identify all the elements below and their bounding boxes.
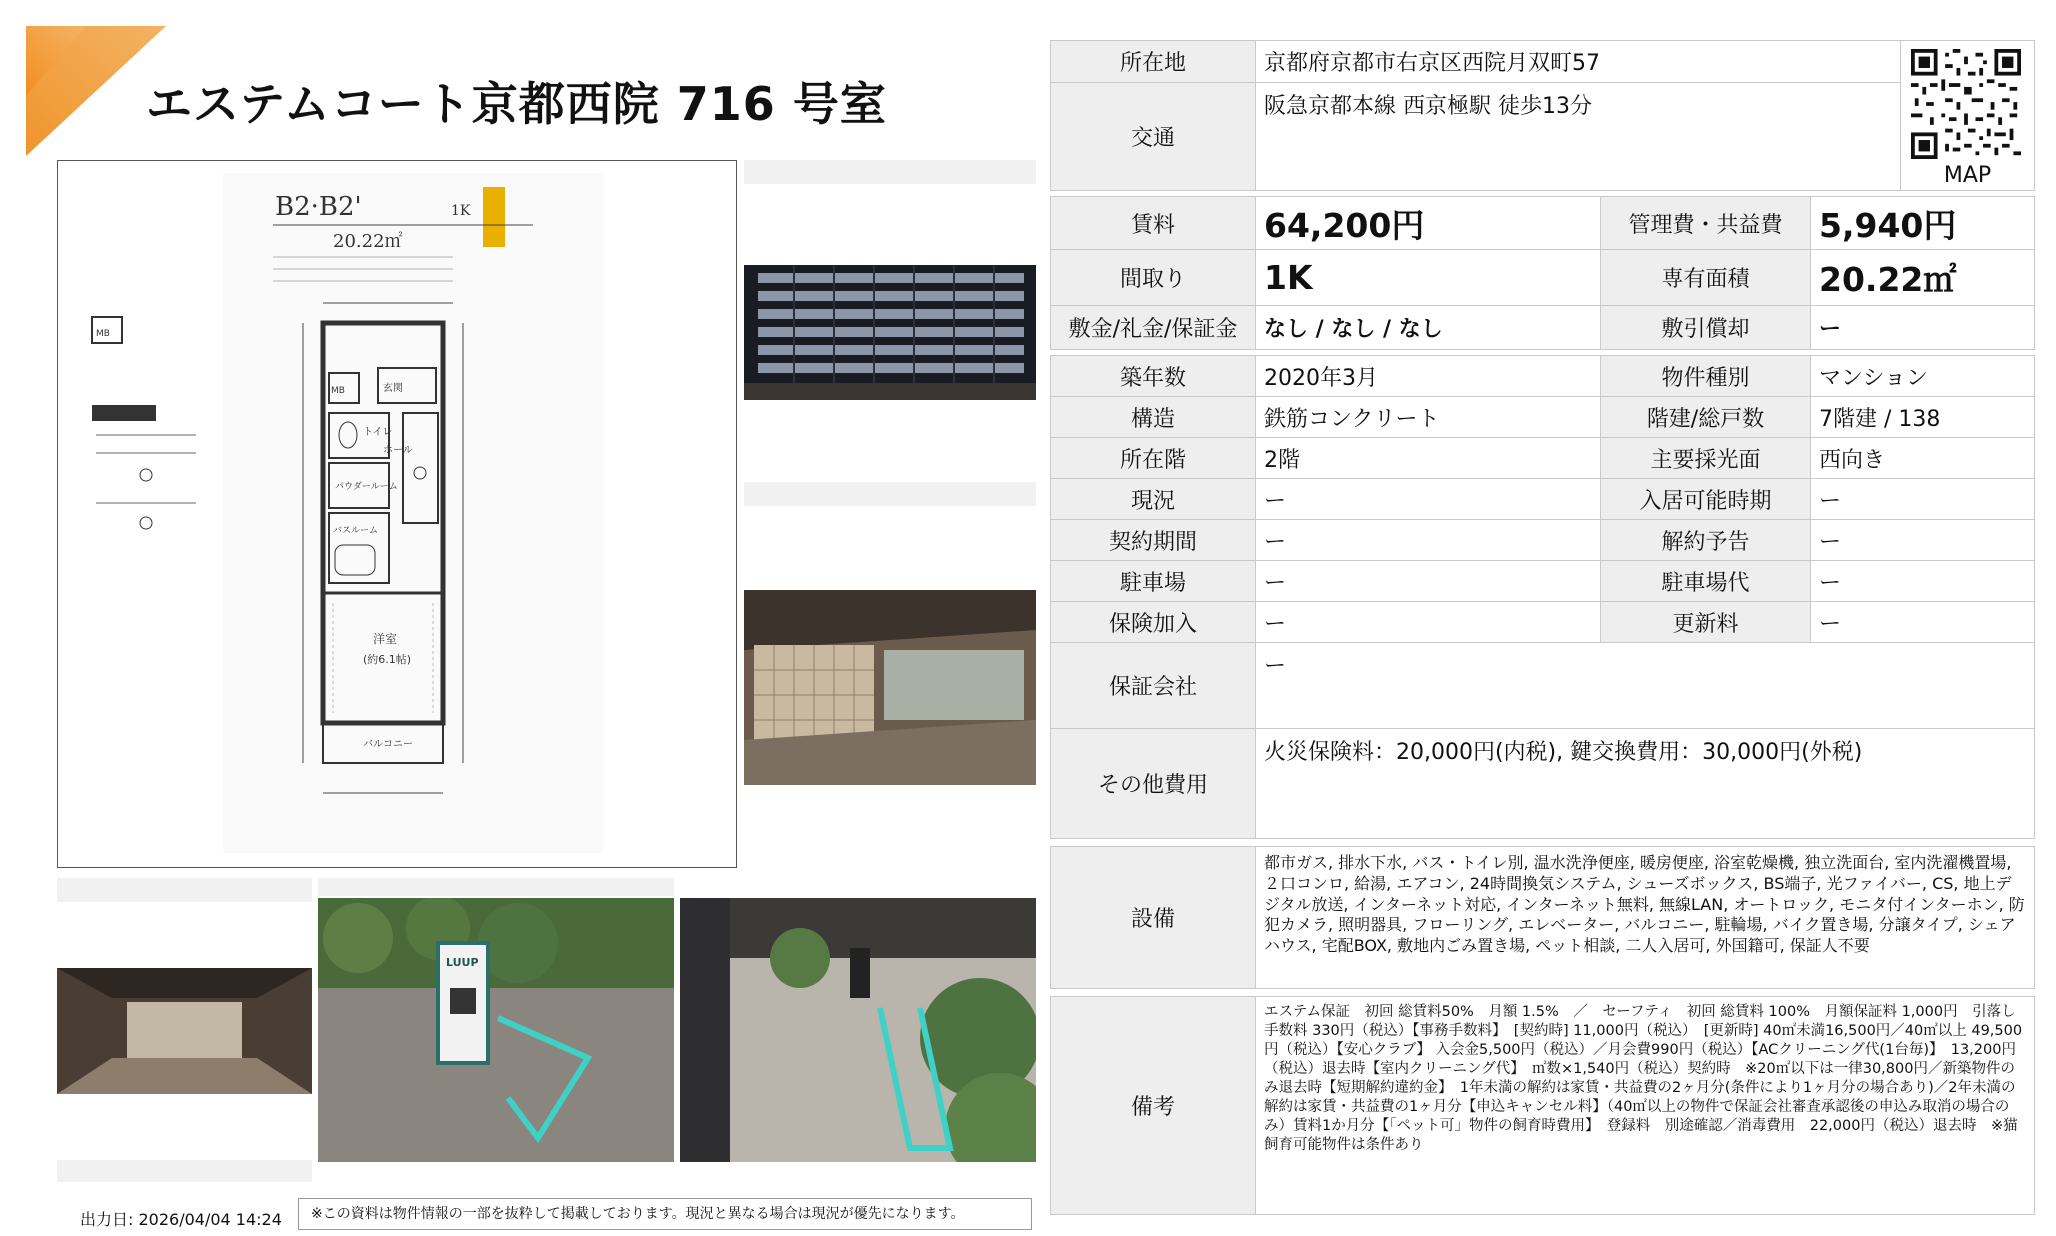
status-value: ー [1256,479,1601,520]
fp-layout-label: 1K [451,203,471,219]
contract-value: ー [1256,520,1601,561]
svg-text:パウダールーム: パウダールーム [335,482,398,492]
map-label[interactable]: MAP [1943,163,1992,188]
fp-area-label: 20.22㎡ [333,231,403,252]
parking-label: 駐車場 [1051,561,1256,602]
svg-text:(約6.1帖): (約6.1帖) [363,653,412,666]
deduction-value: ー [1811,306,2035,350]
movein-label: 入居可能時期 [1601,479,1811,520]
svg-text:洋室: 洋室 [373,632,398,646]
layout-label: 間取り [1051,250,1256,306]
corner-accent-shape [26,26,166,156]
photo-placeholder-strip [744,160,1036,184]
area-value: 20.22㎡ [1811,250,2035,306]
svg-text:MB: MB [96,329,110,339]
rent-label: 賃料 [1051,197,1256,250]
output-date: 出力日: 2026/04/04 14:24 [80,1210,282,1229]
equipment-value: 都市ガス, 排水下水, バス・トイレ別, 温水洗浄便座, 暖房便座, 浴室乾燥機, 独立洗面台, 室内洗濯機置場, ２口コンロ, 給湯, エアコン, 24時間換気システム, シューズボックス, BS端子, 光ファイバー, CS, 地上デジタル放送, インターネット対応, インターネット無料, 無線LAN, オートロック, モニタ付インターホン, 防犯カメラ, 照明器具, フローリング, エレベーター, バルコニー, 駐輪場, バイク置き場, 分譲タイプ, シェアハウス, 宅配BOX, 敷地内ごみ置き場, ペット相談, 二人入居可, 外国籍可, 保証人不要 [1256,847,2035,989]
parking-value: ー [1256,561,1601,602]
cancel-value: ー [1811,520,2035,561]
deposit-value: なし / なし / なし [1256,306,1601,350]
photo-placeholder-strip-4 [57,1160,312,1182]
building-exterior-photo [744,265,1036,400]
light-label: 主要採光面 [1601,438,1811,479]
entrance-lobby-photo [744,590,1036,785]
floors-value: 7階建 / 138 [1811,397,2035,438]
floor-plan-drawing [223,173,603,853]
structure-value: 鉄筋コンクリート [1256,397,1601,438]
parkfee-label: 駐車場代 [1601,561,1811,602]
photo-placeholder-strip-5 [318,878,674,896]
svg-text:バルコニー: バルコニー [363,739,413,750]
fp-type-label: B2·B2' [275,192,362,222]
other-value: 火災保険料：20,000円(内税), 鍵交換費用：30,000円(外税) [1256,729,2035,839]
transport-value: 阪急京都本線 西京極駅 徒歩13分 [1256,83,1901,191]
disclaimer-note: ※この資料は物件情報の一部を抜粋して掲載しております。現況と異なる場合は現況が優先になります。 [298,1198,1032,1230]
built-label: 築年数 [1051,356,1256,397]
built-value: 2020年3月 [1256,356,1601,397]
qr-code-icon[interactable] [1911,49,2021,159]
svg-text:バスルーム: バスルーム [333,526,379,536]
parking-space-photo [680,898,1036,1162]
guarantor-label: 保証会社 [1051,643,1256,729]
equipment-label: 設備 [1051,847,1256,989]
structure-label: 構造 [1051,397,1256,438]
guarantor-value: ー [1256,643,2035,729]
deduction-label: 敷引償却 [1601,306,1811,350]
location-value: 京都府京都市右京区西院月双町57 [1256,41,1901,83]
property-info-table [1050,40,2035,1215]
floor-label: 所在階 [1051,438,1256,479]
svg-text:玄関: 玄関 [383,383,403,394]
floor-value: 2階 [1256,438,1601,479]
photo-placeholder-strip-3 [57,878,312,902]
luup-sign-text: LUUP [446,956,479,969]
movein-value: ー [1811,479,2035,520]
remarks-label: 備考 [1051,997,1256,1215]
kind-value: マンション [1811,356,2035,397]
renewal-value: ー [1811,602,2035,643]
fee-value: 5,940円 [1811,197,2035,250]
svg-text:トイレ: トイレ [363,427,393,438]
qr-map-cell[interactable] [1901,41,2035,191]
fp-legend-svg [86,309,216,549]
floor-plan-svg [223,173,603,853]
layout-value: 1K [1256,250,1601,306]
svg-text:MB: MB [331,386,345,396]
bike-parking-photo [318,898,674,1162]
property-title: エステムコート京都西院 716 号室 [146,77,887,131]
transport-label: 交通 [1051,83,1256,191]
rent-value: 64,200円 [1256,197,1601,250]
light-value: 西向き [1811,438,2035,479]
cancel-label: 解約予告 [1601,520,1811,561]
area-label: 専有面積 [1601,250,1811,306]
status-label: 現況 [1051,479,1256,520]
fee-label: 管理費・共益費 [1601,197,1811,250]
parkfee-value: ー [1811,561,2035,602]
insurance-label: 保険加入 [1051,602,1256,643]
remarks-value: エステム保証 初回 総賃料50% 月額 1.5% ／ セーフティ 初回 総賃料 100% 月額保証料 1,000円 引落し手数料 330円（税込）【事務手数料】 [契約時] 11,000円（税込） [更新時] 40㎡未満16,500円／40㎡以上 49,500円（税込）【安心クラブ】 入会金5,500円（税込）／月会費990円（税込）【ACクリーニング代(1台毎)】 13,200円（税込）退去時【室内クリーニング代】 ㎡数×1,540円（税込）契約時 ※20㎡以下は一律30,800円／新築物件のみ退去時【短期解約違約金】 1年未満の解約は家賃・共益費の2ヶ月分(条件により1ヶ月分の場合あり)／2年未満の解約は家賃・共益費の1ヶ月分【申込キャンセル料】（40㎡以上の物件で保証会社審査承認後の申込み取消の場合のみ）賃料1か月分【「ペット可」物件の飼育時費用】 登録料 別途確認／消毒費用 22,000円（税込）退去時 ※猫飼育可能物件は条件あり [1256,997,2035,1215]
contract-label: 契約期間 [1051,520,1256,561]
photo-placeholder-strip-2 [744,482,1036,506]
floors-label: 階建/総戸数 [1601,397,1811,438]
floor-plan-image [57,160,737,868]
other-label: その他費用 [1051,729,1256,839]
insurance-value: ー [1256,602,1601,643]
lobby-interior-photo [57,968,312,1094]
location-label: 所在地 [1051,41,1256,83]
kind-label: 物件種別 [1601,356,1811,397]
renewal-label: 更新料 [1601,602,1811,643]
svg-text:ホール: ホール [383,445,413,456]
deposit-label: 敷金/礼金/保証金 [1051,306,1256,350]
